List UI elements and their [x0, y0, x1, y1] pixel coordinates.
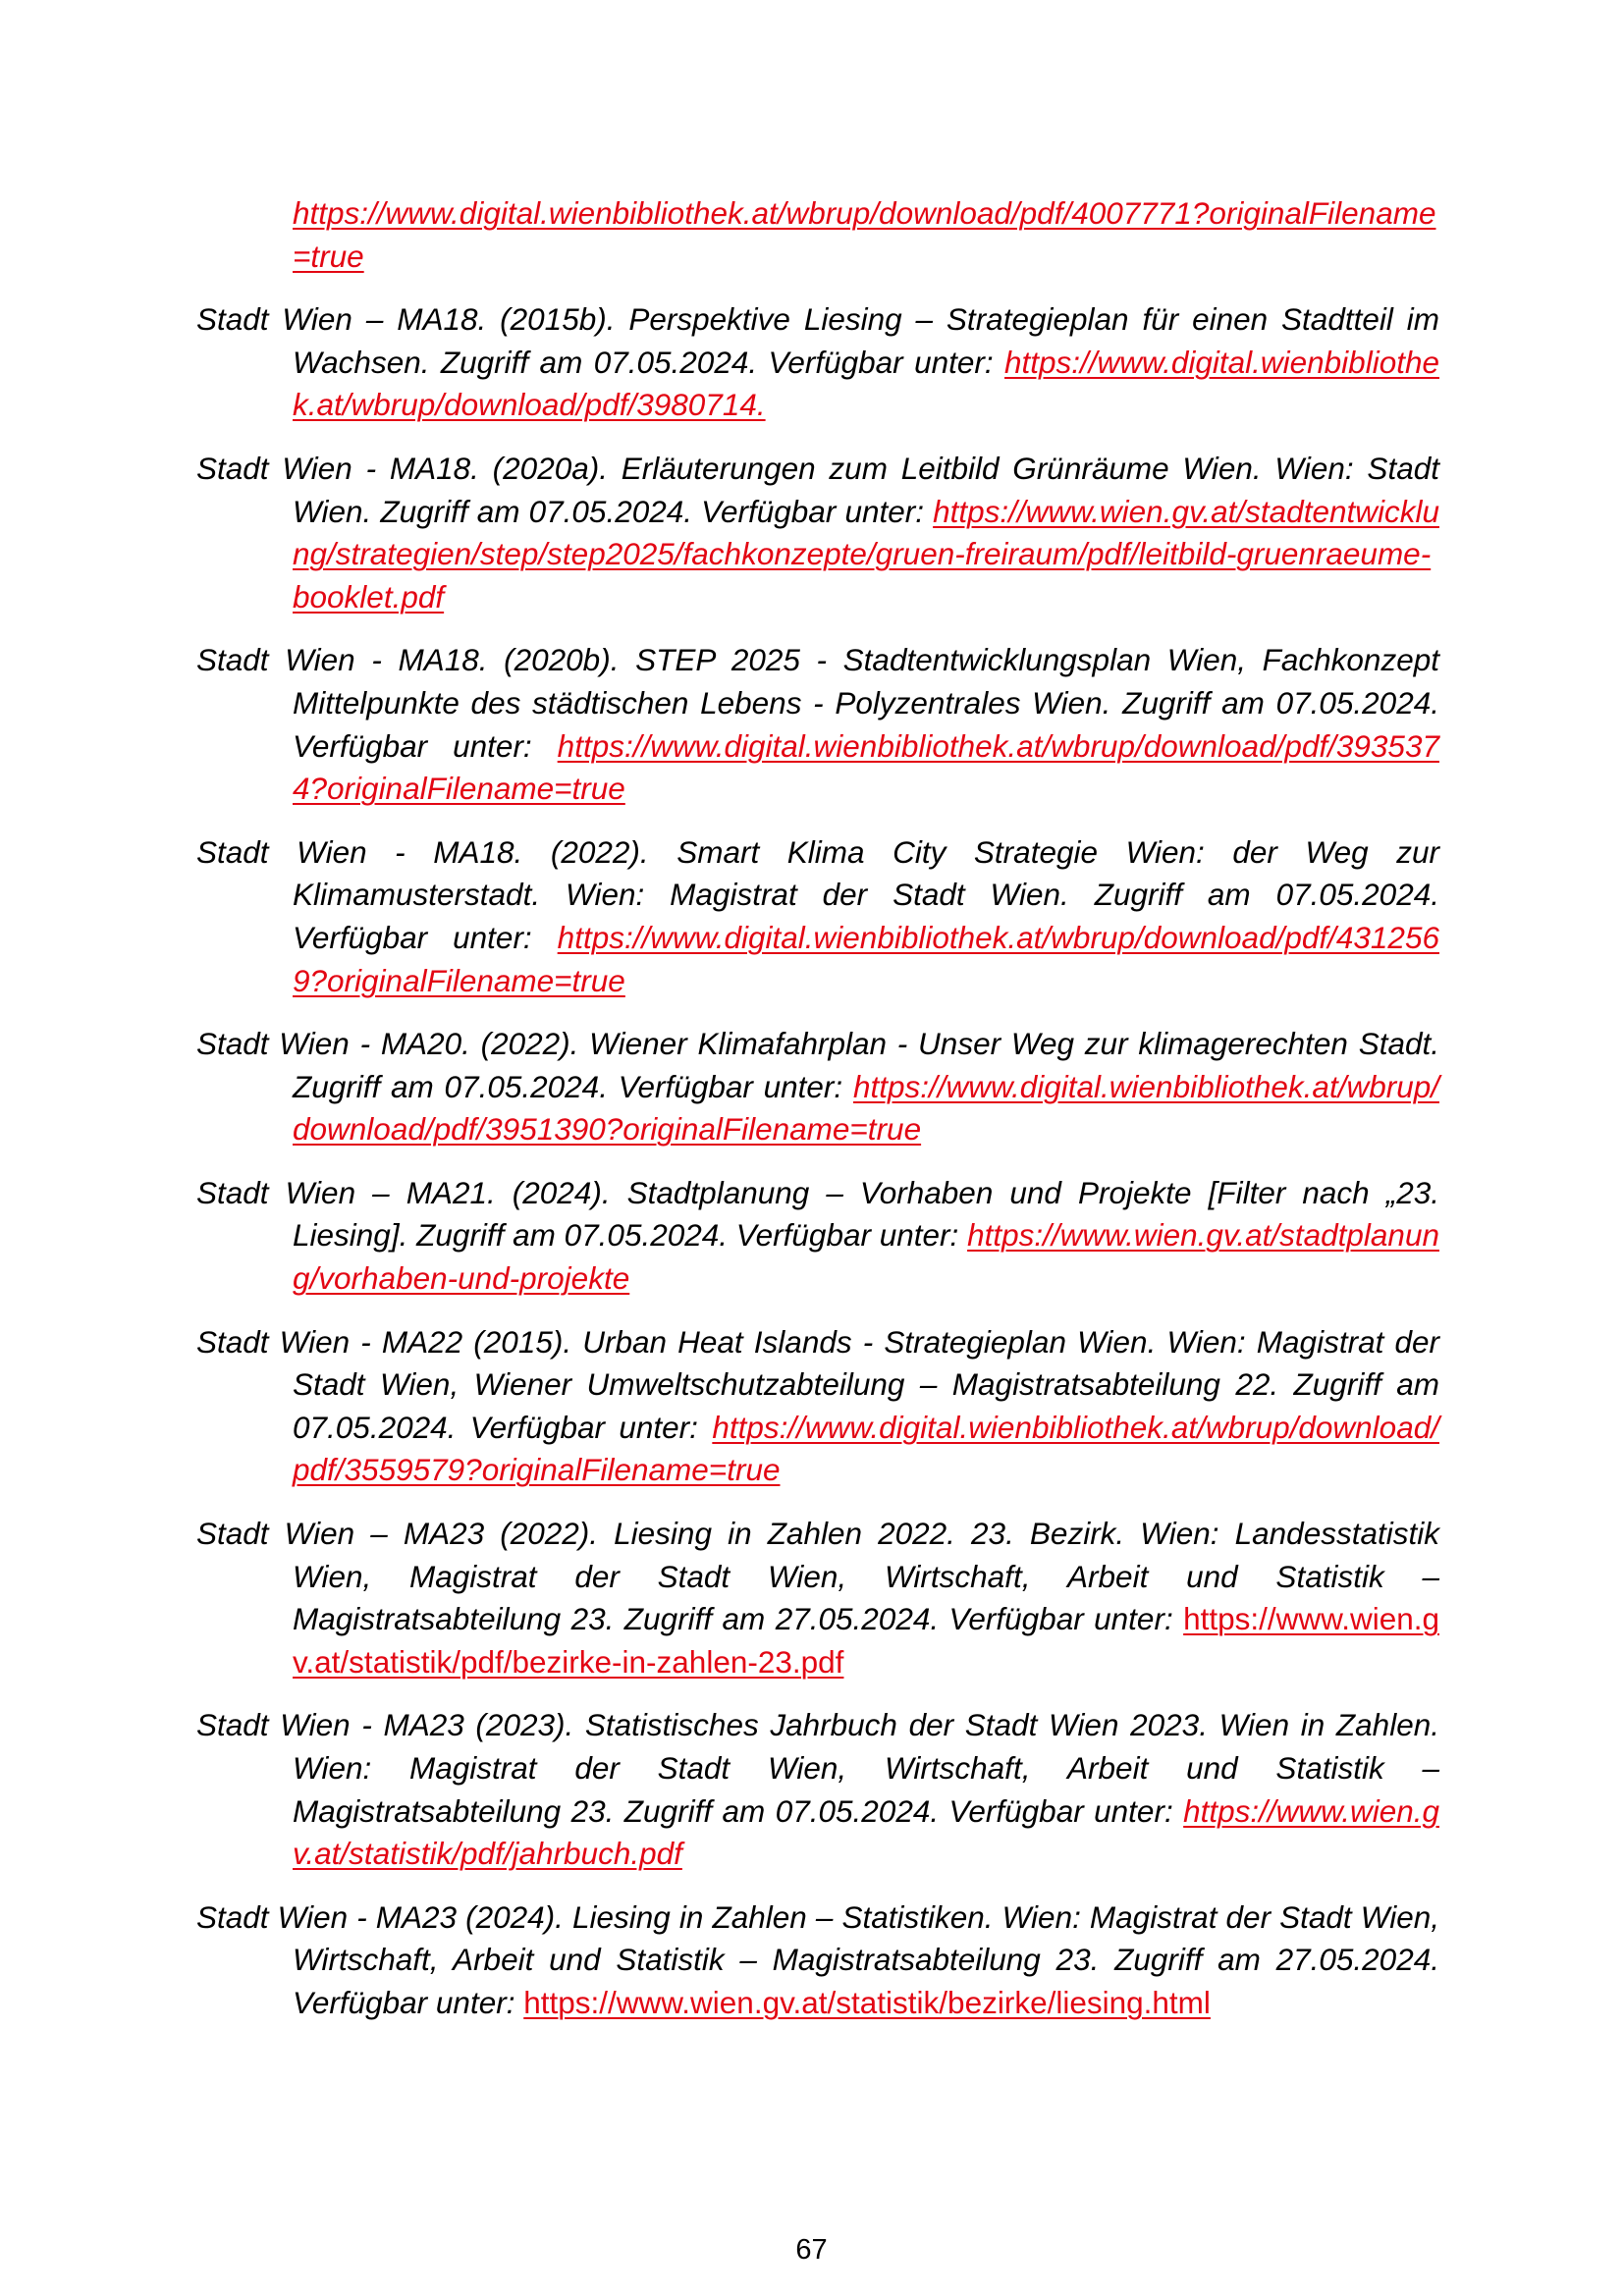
reference-link[interactable]: https://www.digital.wienbibliothek.at/wbrup/download/pdf/3951390?originalFilename=true — [293, 1068, 1439, 1148]
reference-entry: Stadt Wien - MA18. (2020b). STEP 2025 - Stadtentwicklungsplan Wien, Fachkonzept Mittelpunkte des städtischen Lebens - Polyzentrales Wien. Zugriff am 07.05.2024. Verfügbar unter: https://www.digital.wienbibliothek.at/wbrup/download/pdf/3935374?originalFilename=true — [196, 642, 1439, 807]
reference-entry: Stadt Wien - MA23 (2024). Liesing in Zahlen – Statistiken. Wien: Magistrat der Stadt Wien, Wirtschaft, Arbeit und Statistik – Magistratsabteilung 23. Zugriff am 27.05.2024. Verfügbar unter: https://www.wien.gv.at/statistik/bezirke/liesing.html — [196, 1898, 1439, 2020]
reference-link[interactable]: https://www.wien.gv.at/stadtentwicklung/strategien/step/step2025/fachkonzepte/gruen-freiraum/pdf/leitbild-gruenraeume-booklet.pdf — [293, 493, 1439, 614]
reference-list — [196, 192, 1439, 2046]
reference-link[interactable]: https://www.wien.gv.at/statistik/pdf/bezirke-in-zahlen-23.pdf — [293, 1601, 1439, 1680]
page-number: 67 — [795, 2234, 828, 2266]
reference-link[interactable]: https://www.wien.gv.at/statistik/pdf/jahrbuch.pdf — [293, 1792, 1439, 1872]
reference-link[interactable]: https://www.digital.wienbibliothek.at/wbrup/download/pdf/4312569?originalFilename=true — [293, 919, 1439, 998]
reference-entry: Stadt Wien – MA18. (2015b). Perspektive Liesing – Strategieplan für einen Stadtteil im Wachsen. Zugriff am 07.05.2024. Verfügbar unter: https://www.digital.wienbibliothek.at/wbrup/download/pdf/3980714. — [196, 301, 1439, 423]
reference-entry — [293, 192, 1439, 278]
reference-entry: Stadt Wien - MA18. (2022). Smart Klima City Strategie Wien: der Weg zur Klimamusterstadt. Wien: Magistrat der Stadt Wien. Zugriff am 07.05.2024. Verfügbar unter: https://www.digital.wienbibliothek.at/wbrup/download/pdf/4312569?originalFilename=true — [196, 833, 1439, 998]
reference-link[interactable]: https://www.digital.wienbibliothek.at/wbrup/download/pdf/4007771?originalFilename=true — [293, 195, 1436, 274]
reference-link[interactable]: https://www.digital.wienbibliothek.at/wbrup/download/pdf/3935374?originalFilename=true — [293, 727, 1439, 807]
reference-entry: Stadt Wien – MA21. (2024). Stadtplanung – Vorhaben und Projekte [Filter nach „23. Liesing]. Zugriff am 07.05.2024. Verfügbar unter: https://www.wien.gv.at/stadtplanung/vorhaben-und-projekte — [196, 1174, 1439, 1297]
reference-link[interactable]: https://www.wien.gv.at/stadtplanung/vorhaben-und-projekte — [293, 1217, 1439, 1297]
reference-link[interactable]: https://www.wien.gv.at/statistik/bezirke/liesing.html — [523, 1984, 1211, 2020]
reference-entry: Stadt Wien – MA23 (2022). Liesing in Zahlen 2022. 23. Bezirk. Wien: Landesstatistik Wien, Magistrat der Stadt Wien, Wirtschaft, Arbeit und Statistik – Magistratsabteilung 23. Zugriff am 27.05.2024. Verfügbar unter: https://www.wien.gv.at/statistik/pdf/bezirke-in-zahlen-23.pdf — [196, 1516, 1439, 1680]
reference-link[interactable]: https://www.digital.wienbibliothek.at/wbrup/download/pdf/3980714. — [293, 344, 1439, 423]
reference-entry: Stadt Wien - MA20. (2022). Wiener Klimafahrplan - Unser Weg zur klimagerechten Stadt. Zugriff am 07.05.2024. Verfügbar unter: https://www.digital.wienbibliothek.at/wbrup/download/pdf/3951390?originalFilename=true — [196, 1026, 1439, 1148]
reference-entry: Stadt Wien - MA18. (2020a). Erläuterungen zum Leitbild Grünräume Wien. Wien: Stadt Wien. Zugriff am 07.05.2024. Verfügbar unter: https://www.wien.gv.at/stadtentwicklung/strategien/step/step2025/fachkonzepte/gruen-freiraum/pdf/leitbild-gruenraeume-booklet.pdf — [196, 450, 1439, 614]
reference-entry: Stadt Wien - MA22 (2015). Urban Heat Islands - Strategieplan Wien. Wien: Magistrat der Stadt Wien, Wiener Umweltschutzabteilung – Magistratsabteilung 22. Zugriff am 07.05.2024. Verfügbar unter: https://www.digital.wienbibliothek.at/wbrup/download/pdf/3559579?originalFilename=true — [196, 1323, 1439, 1488]
reference-entry: Stadt Wien - MA23 (2023). Statistisches Jahrbuch der Stadt Wien 2023. Wien in Zahlen. Wien: Magistrat der Stadt Wien, Wirtschaft, Arbeit und Statistik – Magistratsabteilung 23. Zugriff am 07.05.2024. Verfügbar unter: https://www.wien.gv.at/statistik/pdf/jahrbuch.pdf — [196, 1707, 1439, 1872]
reference-link[interactable]: https://www.digital.wienbibliothek.at/wbrup/download/pdf/3559579?originalFilename=true — [293, 1409, 1439, 1488]
